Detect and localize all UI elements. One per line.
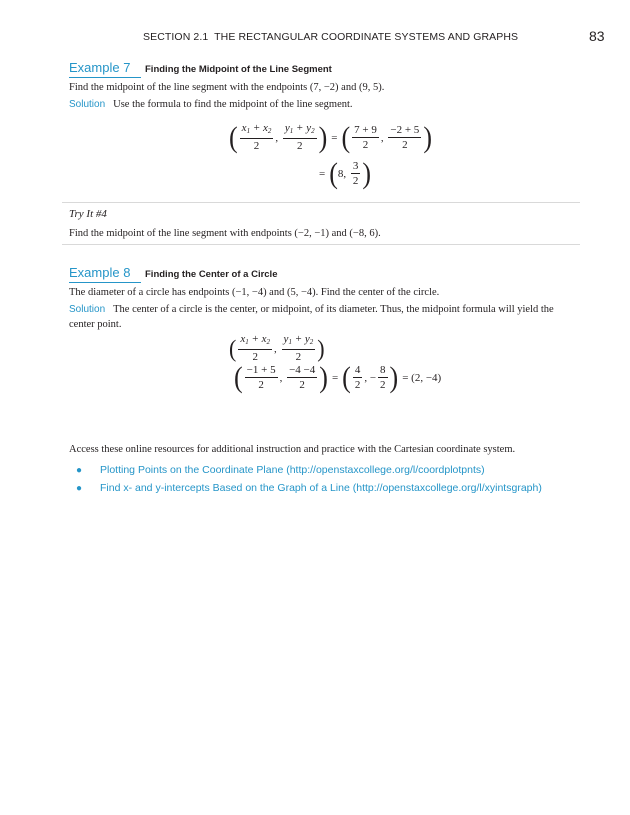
example-7-label: Example 7 bbox=[69, 60, 141, 78]
solution-label: Solution bbox=[69, 304, 106, 315]
page-number: 83 bbox=[589, 28, 605, 44]
y-result-fraction: $\frac{8}{2}$ bbox=[380, 364, 386, 391]
tryit-top-rule bbox=[62, 202, 580, 203]
resource-link[interactable]: Find x- and y-intercepts Based on the Graph of a Line (http://openstaxcollege.org/l/xyintsgraph) bbox=[100, 482, 542, 494]
running-header bbox=[143, 31, 518, 43]
midpoint-result-ex8: ( $\frac{-1 + 5}{2}$ , $\frac{-4 -4}{2}$ ) = ( $\frac{4}{2}$ , − $\frac{8}{2}$ ) = (2, −4) bbox=[234, 360, 442, 395]
x-sum-fraction: $\frac{-1 + 5}{2}$ bbox=[246, 364, 276, 391]
midpoint-formula-ex7: ( $\frac{x_1 + x_2}{2}$ , $\frac{y_1 + y_2}{2}$ ) = ( $\frac{7 + 9}{2}$ , $\frac{-2 + 5}{2}$ ) bbox=[229, 120, 432, 154]
tryit-bottom-rule bbox=[62, 244, 580, 245]
y-fraction: $\frac{y_1 + y_2}{2}$ bbox=[284, 122, 315, 152]
solution-label: Solution bbox=[69, 99, 106, 110]
y-sum-fraction: $\frac{-4 -4}{2}$ bbox=[289, 364, 316, 391]
resources-intro: Access these online resources for additional instruction and practice with the Cartesian coordinate system. bbox=[69, 444, 516, 455]
section-label: SECTION 2.1 bbox=[143, 31, 209, 43]
resource-links bbox=[76, 464, 596, 500]
example-7-solution bbox=[69, 97, 579, 112]
y-fraction: $\frac{y_1 + y_2}{2}$ bbox=[283, 333, 314, 363]
x-fraction: $\frac{x_1 + x_2}{2}$ bbox=[241, 122, 272, 152]
right-paren: ) bbox=[318, 120, 328, 154]
section-title: THE RECTANGULAR COORDINATE SYSTEMS AND GRAPHS bbox=[214, 31, 519, 43]
solution-text: Use the formula to find the midpoint of the line segment. bbox=[113, 99, 353, 110]
try-it-text: Find the midpoint of the line segment with endpoints (−2, −1) and (−8, 6). bbox=[69, 228, 381, 239]
x-fraction: $\frac{x_1 + x_2}{2}$ bbox=[240, 333, 271, 363]
x-result-fraction: $\frac{4}{2}$ bbox=[354, 364, 361, 391]
example-8-solution bbox=[69, 302, 579, 332]
try-it-label: Try It #4 bbox=[69, 208, 107, 220]
result-fraction: $\frac{3}{2}$ bbox=[352, 160, 359, 187]
left-paren: ( bbox=[229, 120, 238, 154]
example-7-title: Finding the Midpoint of the Line Segment bbox=[145, 64, 332, 75]
example-8-label: Example 8 bbox=[69, 265, 141, 283]
example-7-problem: Find the midpoint of the line segment with the endpoints (7, −2) and (9, 5). bbox=[69, 82, 385, 93]
x-sum-fraction: $\frac{7 + 9}{2}$ bbox=[354, 123, 377, 151]
solution-text: The center of a circle is the center, or midpoint, of its diameter. Thus, the midpoint formula will yield the center point. bbox=[69, 304, 554, 330]
resource-link-item[interactable] bbox=[76, 464, 596, 476]
bullet-icon: ● bbox=[76, 465, 83, 476]
resource-link-item[interactable] bbox=[76, 482, 596, 494]
bullet-icon: ● bbox=[76, 483, 83, 494]
midpoint-result-ex7: = ( 8, $\frac{3}{2}$ ) bbox=[319, 156, 372, 191]
y-sum-fraction: $\frac{-2 + 5}{2}$ bbox=[390, 123, 420, 151]
midpoint-formula-ex8: ( $\frac{x_1 + x_2}{2}$ , $\frac{y_1 + y_2}{2}$ ) bbox=[229, 333, 325, 363]
resource-link[interactable]: Plotting Points on the Coordinate Plane (http://openstaxcollege.org/l/coordplotpnts) bbox=[100, 464, 485, 476]
example-8-title: Finding the Center of a Circle bbox=[145, 269, 278, 280]
example-8-problem: The diameter of a circle has endpoints (−1, −4) and (5, −4). Find the center of the circle. bbox=[69, 287, 440, 298]
